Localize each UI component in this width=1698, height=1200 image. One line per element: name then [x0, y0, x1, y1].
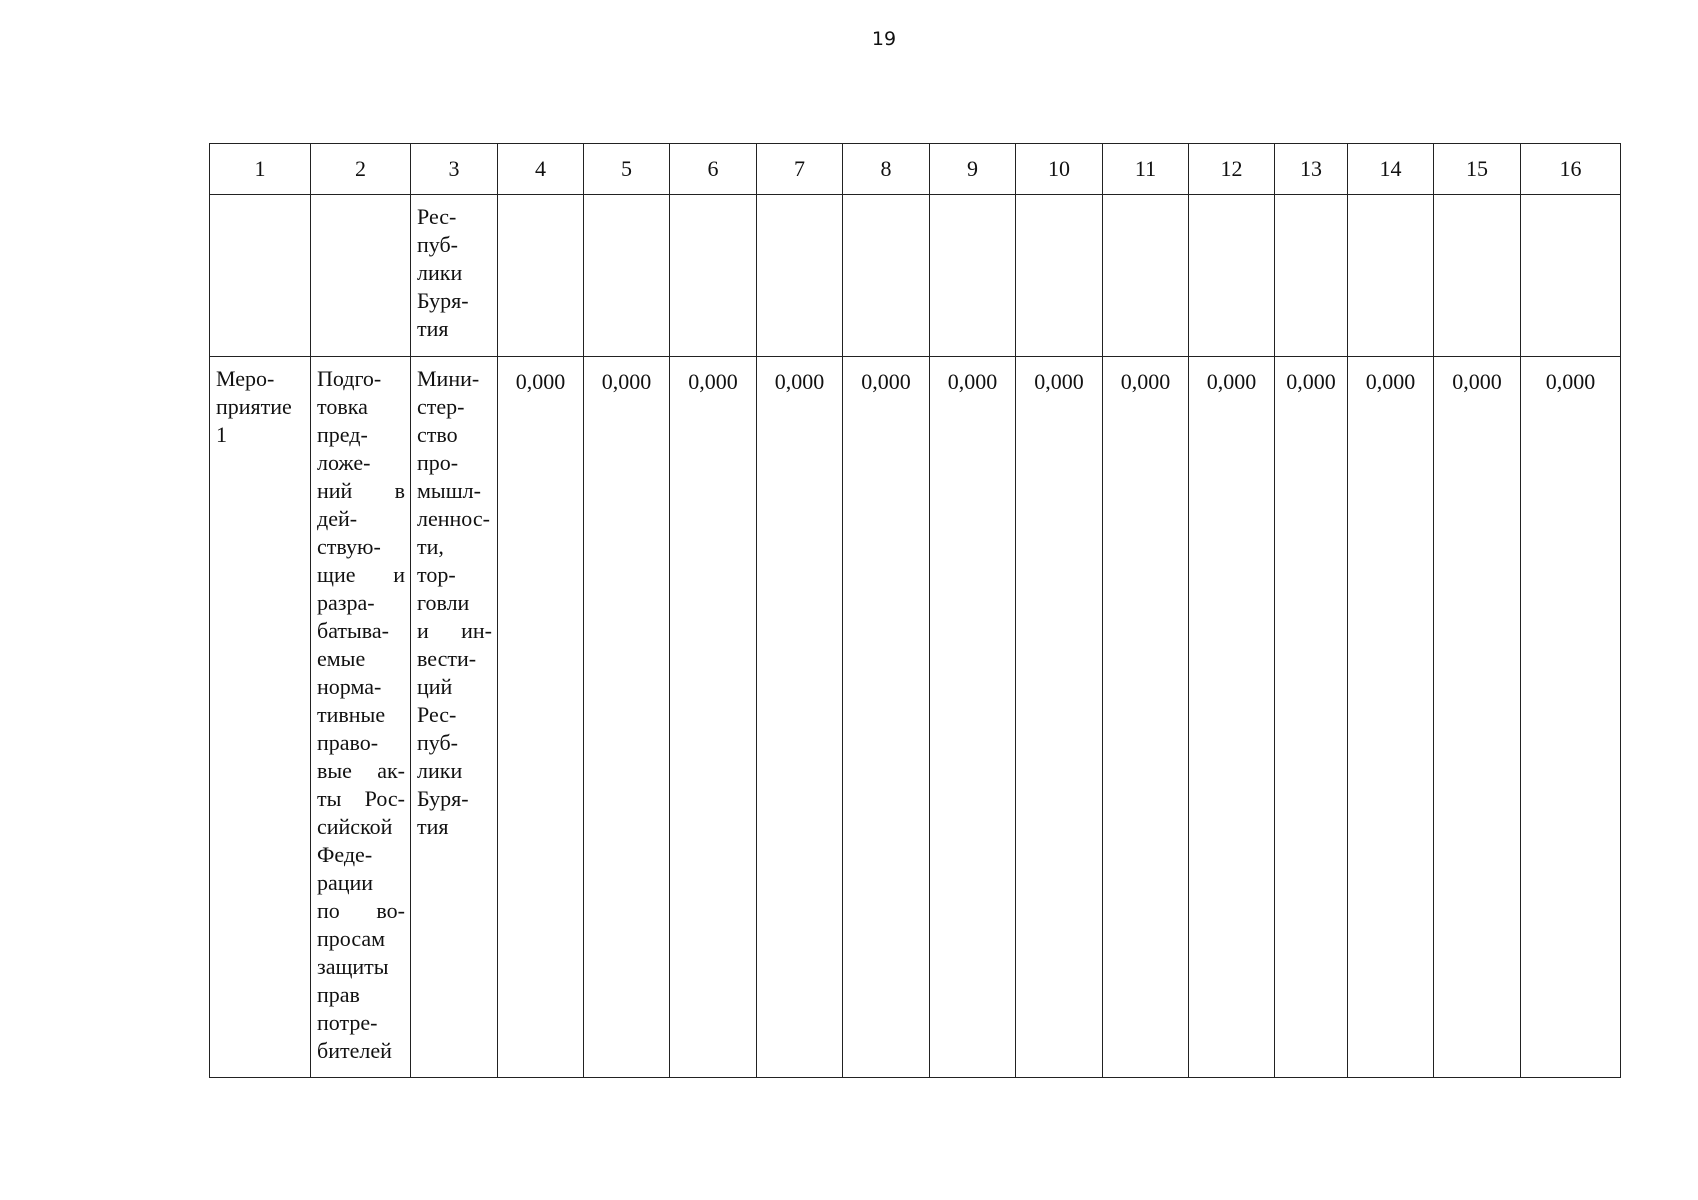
- cell-line: вести-: [417, 646, 477, 671]
- cell-line: товка: [317, 394, 368, 419]
- cell-line: лики: [417, 260, 463, 285]
- cell-line: тия: [417, 814, 449, 839]
- header-cell: 16: [1521, 144, 1621, 195]
- table-cell: [843, 195, 930, 357]
- cell-line: прав: [317, 982, 360, 1007]
- value-text: 0,000: [1206, 369, 1257, 394]
- header-cell: 2: [311, 144, 411, 195]
- table-cell: [1189, 195, 1275, 357]
- header-cell: 11: [1103, 144, 1189, 195]
- cell-line: Меро-: [216, 366, 275, 391]
- value-text: 0,000: [861, 369, 911, 394]
- cell-line: Рес-: [417, 204, 457, 229]
- value-text: 0,000: [1452, 369, 1502, 394]
- cell-line: говли: [417, 590, 470, 615]
- cell-line: Феде-: [317, 842, 373, 867]
- table-cell: [584, 195, 670, 357]
- table-cell: [930, 195, 1016, 357]
- cell-line: дей-: [317, 506, 358, 531]
- cell-line: Мини-: [417, 366, 480, 391]
- value-cell: [1103, 357, 1189, 1078]
- cell-line: пуб-: [417, 232, 459, 257]
- header-cell: 8: [843, 144, 930, 195]
- budget-table: [209, 143, 1621, 1078]
- value-cell: [1348, 357, 1434, 1078]
- cell-line: норма-: [317, 674, 382, 699]
- header-cell: 3: [411, 144, 498, 195]
- table-cell: [210, 357, 311, 1078]
- table-cell: [1103, 195, 1189, 357]
- cell-line: рации: [317, 870, 374, 895]
- value-text: 0,000: [688, 369, 738, 394]
- cell-line: ложе-: [317, 450, 371, 475]
- table-cell: [498, 195, 584, 357]
- header-cell: 14: [1348, 144, 1434, 195]
- cell-line: про-: [417, 450, 459, 475]
- header-cell: 10: [1016, 144, 1103, 195]
- table-cell: [311, 357, 411, 1078]
- event-name-text: [210, 357, 310, 449]
- table-cell: [1275, 195, 1348, 357]
- cell-line: ствую-: [317, 534, 381, 559]
- value-text: 0,000: [1286, 369, 1336, 394]
- value-cell: [1434, 357, 1521, 1078]
- cell-line: мышл-: [417, 478, 481, 503]
- header-cell: 6: [670, 144, 757, 195]
- value-cell: [1521, 357, 1621, 1078]
- cell-line: сийской: [317, 814, 393, 839]
- cell-line: просам: [317, 926, 386, 951]
- cell-line: леннос-: [417, 506, 490, 531]
- header-cell: 15: [1434, 144, 1521, 195]
- cell-line: Буря-: [417, 786, 469, 811]
- value-text: 0,000: [1120, 369, 1171, 394]
- value-cell: [1189, 357, 1275, 1078]
- header-cell: 7: [757, 144, 843, 195]
- cell-line: емые: [317, 646, 366, 671]
- header-cell: 9: [930, 144, 1016, 195]
- value-cell: [1275, 357, 1348, 1078]
- cell-line: вые ак-: [317, 758, 405, 783]
- header-cell: 13: [1275, 144, 1348, 195]
- cell-line: и ин-: [417, 618, 492, 643]
- page-number: 19: [871, 28, 897, 50]
- cell-line: лики: [417, 758, 463, 783]
- cell-line: тия: [417, 316, 449, 341]
- value-text: 0,000: [1545, 369, 1596, 394]
- cell-line: по во-: [317, 898, 405, 923]
- table-row-continuation: [210, 195, 1621, 357]
- table-header-row: [210, 144, 1621, 195]
- value-text: 0,000: [601, 369, 652, 394]
- table-cell: [411, 357, 498, 1078]
- continuation-org-text: [411, 195, 497, 343]
- value-cell: [757, 357, 843, 1078]
- cell-line: Рес-: [417, 702, 457, 727]
- value-text: 0,000: [1034, 369, 1084, 394]
- cell-line: право-: [317, 730, 379, 755]
- cell-line: Буря-: [417, 288, 469, 313]
- table-cell: [1434, 195, 1521, 357]
- table-row-event-1: [210, 357, 1621, 1078]
- table-cell: [1521, 195, 1621, 357]
- value-cell: [1016, 357, 1103, 1078]
- cell-line: пуб-: [417, 730, 459, 755]
- cell-line: стер-: [417, 394, 465, 419]
- header-cell: 1: [210, 144, 311, 195]
- table-cell: [1348, 195, 1434, 357]
- cell-line: ти,: [417, 534, 444, 559]
- cell-line: 1: [216, 422, 227, 447]
- cell-line: разра-: [317, 590, 375, 615]
- value-text: 0,000: [774, 369, 825, 394]
- header-cell: 5: [584, 144, 670, 195]
- cell-line: Подго-: [317, 366, 382, 391]
- value-text: 0,000: [947, 369, 998, 394]
- table-cell: [210, 195, 311, 357]
- cell-line: пред-: [317, 422, 368, 447]
- table-cell: [757, 195, 843, 357]
- cell-line: ство: [417, 422, 458, 447]
- table-cell: [311, 195, 411, 357]
- cell-line: ций: [417, 674, 453, 699]
- header-cell: 4: [498, 144, 584, 195]
- cell-line: щие и: [317, 562, 405, 587]
- table-cell: [411, 195, 498, 357]
- cell-line: тивные: [317, 702, 386, 727]
- cell-line: потре-: [317, 1010, 378, 1035]
- cell-line: ты Рос-: [317, 786, 405, 811]
- value-cell: [584, 357, 670, 1078]
- value-cell: [498, 357, 584, 1078]
- cell-line: защиты: [317, 954, 389, 979]
- table-cell: [1016, 195, 1103, 357]
- event-description-text: [311, 357, 410, 1065]
- value-text: 0,000: [515, 369, 566, 394]
- header-cell: 12: [1189, 144, 1275, 195]
- cell-line: ний в: [317, 478, 405, 503]
- table-cell: [670, 195, 757, 357]
- cell-line: бителей: [317, 1038, 392, 1063]
- event-executor-text: [411, 357, 497, 841]
- cell-line: батыва-: [317, 618, 389, 643]
- value-cell: [843, 357, 930, 1078]
- cell-line: тор-: [417, 562, 456, 587]
- value-cell: [670, 357, 757, 1078]
- value-text: 0,000: [1365, 369, 1416, 394]
- value-cell: [930, 357, 1016, 1078]
- cell-line: приятие: [216, 394, 292, 419]
